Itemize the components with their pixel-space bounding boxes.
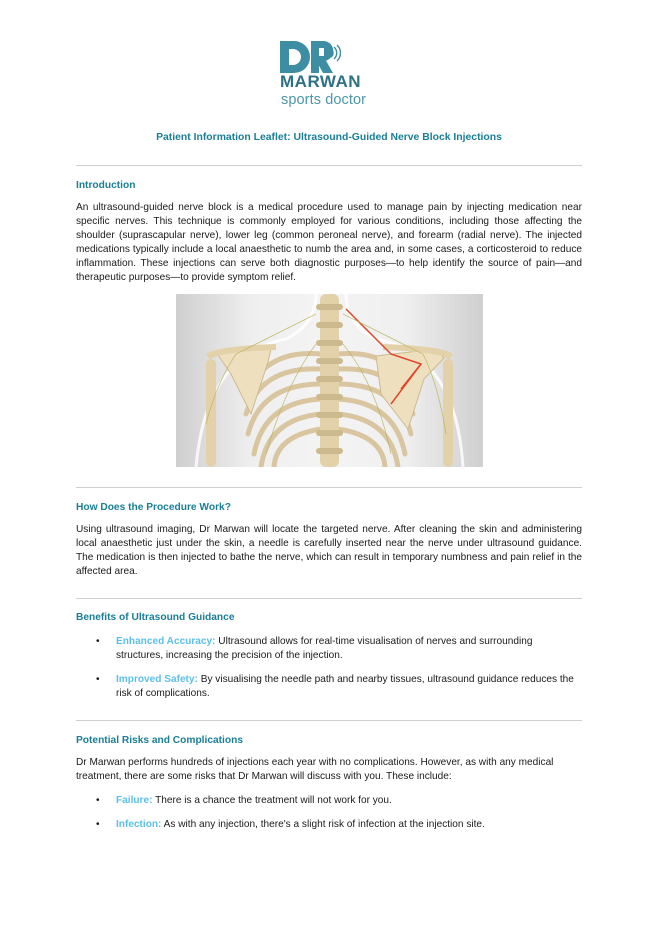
section-heading-benefits: Benefits of Ultrasound Guidance bbox=[76, 612, 235, 623]
list-item-text: There is a chance the treatment will not work for you. bbox=[152, 795, 392, 806]
list-item-term: Infection: bbox=[116, 819, 162, 830]
list-item bbox=[76, 794, 582, 808]
divider bbox=[76, 598, 582, 599]
list-item-term: Improved Safety: bbox=[116, 674, 198, 685]
list-item-text: As with any injection, there's a slight risk of infection at the injection site. bbox=[161, 819, 485, 830]
introduction-paragraph: An ultrasound-guided nerve block is a medical procedure used to manage pain by injecting medication near specific nerves. This technique is commonly employed for various conditions, including those affecting the shoulder (suprascapular nerve), lower leg (common peroneal nerve), and forearm (radial nerve). The injected medications typically include a local anaesthetic to numb the area and, in some cases, a corticosteroid to reduce inflammation. These injections can serve both diagnostic purposes—to help identify the source of pain—and therapeutic purposes—to provide symptom relief. bbox=[76, 202, 582, 283]
logo-dr-mark-icon bbox=[280, 41, 344, 73]
list-item bbox=[76, 673, 582, 701]
bullet-icon: • bbox=[96, 636, 100, 647]
list-item-term: Enhanced Accuracy: bbox=[116, 636, 216, 647]
list-item bbox=[76, 818, 582, 832]
logo-tagline: sports doctor bbox=[281, 92, 367, 108]
procedure-paragraph: Using ultrasound imaging, Dr Marwan will locate the targeted nerve. After cleaning the skin and administering local anaesthetic just under the skin, a needle is carefully inserted near the nerve under ultrasound guidance. The medication is then injected to bathe the nerve, which can result in temporary numbness and pain relief in the affected area. bbox=[76, 524, 582, 577]
divider bbox=[76, 720, 582, 721]
bullet-icon: • bbox=[96, 819, 100, 830]
divider bbox=[76, 165, 582, 166]
benefits-list bbox=[76, 635, 582, 711]
list-item-term: Failure: bbox=[116, 795, 153, 806]
section-heading-introduction: Introduction bbox=[76, 180, 136, 191]
risks-paragraph: Dr Marwan performs hundreds of injections each year with no complications. However, as with any medical treatment, there are some risks that Dr Marwan will discuss with you. These include: bbox=[76, 757, 554, 782]
list-item-text: By visualising the needle path and nearby tissues, ultrasound guidance reduces the risk of complications. bbox=[116, 674, 574, 699]
section-heading-procedure: How Does the Procedure Work? bbox=[76, 502, 231, 513]
list-item bbox=[76, 635, 582, 663]
list-item-text: Ultrasound allows for real-time visualisation of nerves and surrounding structures, increasing the precision of the injection. bbox=[116, 636, 533, 661]
anatomy-figure bbox=[176, 294, 483, 467]
document-title: Patient Information Leaflet: Ultrasound-Guided Nerve Block Injections bbox=[156, 132, 502, 143]
bullet-icon: • bbox=[96, 795, 100, 806]
risks-list bbox=[76, 794, 582, 842]
divider bbox=[76, 487, 582, 488]
logo bbox=[280, 41, 380, 111]
section-heading-risks: Potential Risks and Complications bbox=[76, 735, 243, 746]
bullet-icon: • bbox=[96, 674, 100, 685]
logo-name: MARWAN bbox=[280, 72, 362, 91]
spine-nerve-illustration bbox=[176, 294, 483, 467]
